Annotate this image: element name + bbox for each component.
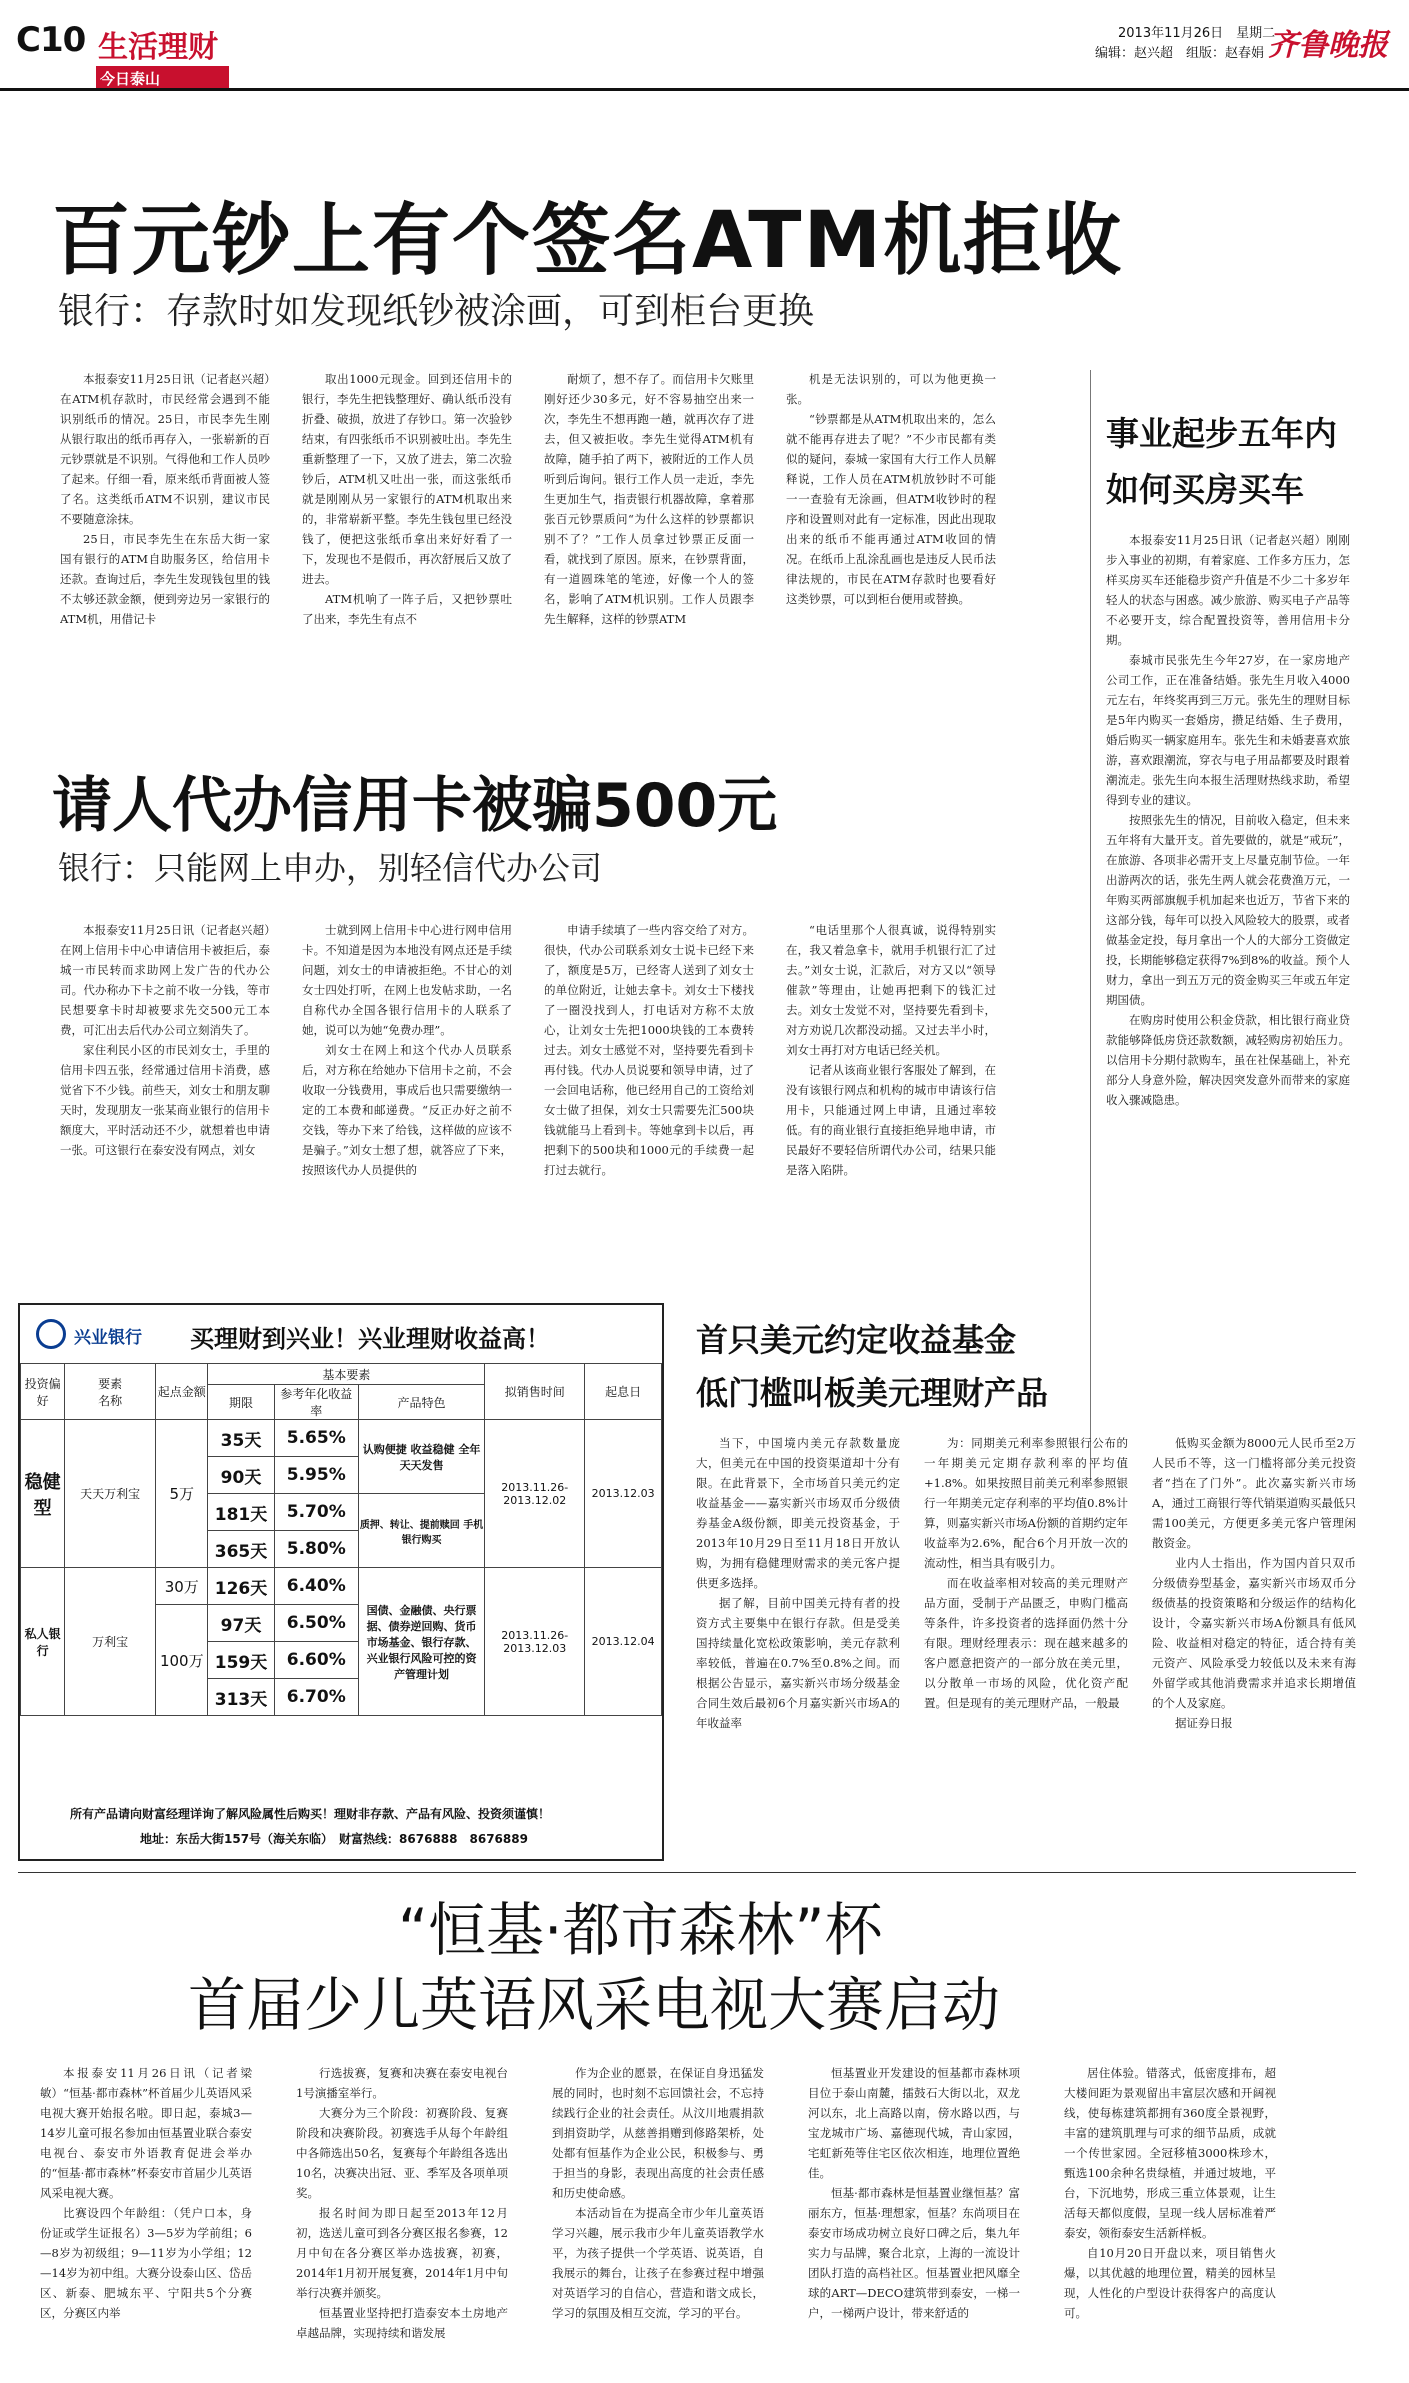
article2-col-3: 申请手续填了一些内容交给了对方。很快，代办公司联系刘女士说卡已经下来了，额度是5万，已经寄人送到了刘女士的单位附近，让她去拿卡。刘女士下楼找了一圈没找到人，打电话对方称不太放心，让刘女士先把1000块钱的工本费转过去。刘女士感觉不对，坚持要先看到卡再付钱。代办人员说要和领导申请，过了一会回电话称，他已经用自己的工资给刘女士做了担保，刘女士只需要先汇500块钱就能马上看到卡。等她拿到卡以后，再把剩下的500块和1000元的手续费一起打过去就行。 <box>544 923 754 1177</box>
article3-title-line2: 如何买房买车 <box>1106 470 1304 509</box>
group2-preference: 私人银行 <box>21 1568 65 1716</box>
col-name: 要素 名称 <box>65 1364 156 1420</box>
group2-rate: 6.60% <box>274 1642 358 1679</box>
group1-rate: 5.95% <box>274 1457 358 1494</box>
article5-title-line2: 首届少儿英语风采电视大赛启动 <box>188 1971 1001 2039</box>
group1-period: 90天 <box>208 1457 274 1494</box>
col-features: 产品特色 <box>358 1385 484 1420</box>
editor-line: 编辑：赵兴超 组版：赵春娟 <box>1095 46 1265 61</box>
product-table <box>20 1363 662 1716</box>
bank-name: 兴业银行 <box>74 1328 142 1348</box>
article1-col-4: 机是无法识别的，可以为他更换一张。 “钞票都是从ATM机取出来的，怎么就不能再存进去了呢？”不少市民都有类似的疑问，泰城一家国有大行工作人员解释说，工作人员在ATM机放钞时不可能一一查验有无涂画，但ATM收钞时的程序和设置则对此有一定标准，因此出现取出来的纸币不能再通过ATM收回的情况。在纸币上乱涂乱画也是违反人民币法律法规的，市民在ATM存款时也要看好这类钞票，可以到柜台便用或替换。 <box>786 372 996 606</box>
article4-col-2: 为：同期美元利率参照银行公布的一年期美元定期存款利率的平均值+1.8%。如果按照目前美元利率参照银行一年期美元定存利率的平均值0.8%计算，则嘉实新兴市场A份额的首期约定年收益率为2.6%，配合6个月开放一次的流动性，相当具有吸引力。 而在收益率相对较高的美元理财产品方面，受制于产品匮乏，申购门槛高等条件，许多投资者的选择面仍然十分有限。理财经理表示：现在越来越多的客户愿意把资产的一部分放在美元里，以分散单一市场的风险，优化资产配置。但是现有的美元理财产品，一般最 <box>924 1436 1128 1710</box>
article5-top-rule <box>18 1872 1356 1873</box>
group1-features: 认购便捷 收益稳健 全年天天发售 <box>358 1420 484 1494</box>
sidebar-divider <box>1090 370 1091 1480</box>
col-start-amount: 起点金额 <box>156 1364 208 1420</box>
article5-col-1: 本报泰安11月26日讯（记者梁敏）“恒基·都市森林”杯首届少儿英语风采电视大赛开始报名啦。即日起，泰城3—14岁儿童可报名参加由恒基置业联合泰安电视台、泰安市外语教育促进会举办的“恒基·都市森林”杯泰安市首届少儿英语风采电视大赛。 比赛设四个年龄组：（凭户口本，身份证或学生证报名）3—5岁为学前组；6—8岁为初级组；9—11岁为小学组；12—14岁为初中组。大赛分设泰山区、岱岳区、新泰、肥城东平、宁阳共5个分赛区，分赛区内举 <box>40 2066 252 2320</box>
article1-subtitle: 银行：存款时如发现纸钞被涂画，可到柜台更换 <box>58 291 815 332</box>
article1-title: 百元钞上有个签名ATM机拒收 <box>52 196 1124 286</box>
group1-rate: 5.70% <box>274 1494 358 1531</box>
col-basic: 基本要素 <box>208 1364 485 1385</box>
article1-col-3: 耐烦了，想不存了。而信用卡欠账里刚好还少30多元，好不容易抽空出来一次，李先生不想再跑一趟，就再次存了进去，但又被拒收。李先生觉得ATM机有故障，随手拍了两下，被附近的工作人员听到后询问。银行工作人员一走近，李先生更加生气，指责银行机器故障，拿着那张百元钞票质问“为什么这样的钞票都识别不了？”工作人员拿过钞票正反面一看，就找到了原因。原来，在钞票背面，有一道圆珠笔的笔迹，好像一个人的签名，影响了ATM机识别。工作人员跟李先生解释，这样的钞票ATM <box>544 372 754 626</box>
article2-subtitle: 银行：只能网上申办，别轻信代办公司 <box>58 849 603 887</box>
article5-col-5: 居住体验。错落式，低密度排布，超大楼间距为景观留出丰富层次感和开阔视线，使每栋建筑都拥有360度全景视野，丰富的建筑肌理与可求的细节品质，成就一个传世家园。全冠移植3000株珍木，甄选100余种名贵绿植，并通过坡地，平台，下沉地势，形成三重立体景观，让生活每天都似度假，呈现一线人居标准着严泰安，领衔泰安生活新样板。 自10月20日开盘以来，项目销售火爆，以其优越的地理位置，精美的园林呈现，人性化的户型设计获得客户的高度认可。 <box>1064 2066 1276 2320</box>
group2-name: 万利宝 <box>65 1568 156 1716</box>
article5-col-2: 行选拔赛，复赛和决赛在泰安电视台1号演播室举行。 大赛分为三个阶段：初赛阶段、复赛阶段和决赛阶段。初赛选手从每个年龄组中各筛选出50名，复赛每个年龄组各选出10名，决赛决出冠、亚、季军及各项单项奖。 报名时间为即日起至2013年12月初，选送儿童可到各分赛区报名参赛，12月中旬在各分赛区举办选拔赛，初赛，2014年1月初开展复赛，2014年1月中旬举行决赛并颁奖。 恒基置业坚持把打造泰安本土房地产卓越品牌，实现持续和谐发展 <box>296 2066 508 2340</box>
group2-period: 159天 <box>208 1642 274 1679</box>
group2-amount: 30万 <box>156 1568 208 1605</box>
ad-slogan: 买理财到兴业！兴业理财收益高！ <box>190 1325 550 1353</box>
group1-preference: 稳健型 <box>21 1420 65 1568</box>
ad-footer-address: 地址：东岳大街157号（海关东临） 财富热线：8676888 8676889 <box>140 1832 528 1846</box>
article1-col-1: 本报泰安11月25日讯（记者赵兴超）在ATM机存款时，市民经常会遇到不能识别纸币的情况。25日，市民李先生刚从银行取出的纸币再存入，一张崭新的百元钞票就是不识别。气得他和工作人员吵了起来。仔细一看，原来纸币背面被人签了名。这类纸币ATM不识别，建议市民不要随意涂抹。 25日，市民李先生在东岳大街一家国有银行的ATM自助服务区，给信用卡还款。查询过后，李先生发现钱包里的钱不太够还款金额，便到旁边另一家银行的ATM机，用借记卡 <box>60 372 270 626</box>
article4-title-line2: 低门槛叫板美元理财产品 <box>696 1374 1049 1412</box>
article4-title-line1: 首只美元约定收益基金 <box>696 1321 1017 1359</box>
masthead-rule <box>0 88 1409 91</box>
sub-section-label: 今日泰山 <box>100 70 161 88</box>
group2-period: 126天 <box>208 1568 274 1605</box>
section-label: 生活理财 <box>98 30 218 65</box>
article5-col-3: 作为企业的愿景，在保证自身迅猛发展的同时，也时刻不忘回馈社会，不忘持续践行企业的社会责任。从汶川地震捐款到捐资助学，从慈善捐赠到修路架桥，处处都有恒基作为企业公民，积极参与、勇于担当的身影，表现出高度的社会责任感和历史使命感。 本活动旨在为提高全市少年儿童英语学习兴趣，展示我市少年儿童英语教学水平，为孩子提供一个学英语、说英语，自我展示的舞台，让孩子在参赛过程中增强对英语学习的自信心，营造和谐文成长，学习的氛围及相互交流，学习的平台。 <box>552 2066 764 2320</box>
page-code: C10 <box>16 20 86 60</box>
article3-body: 本报泰安11月25日讯（记者赵兴超）刚刚步入事业的初期，有着家庭、工作多方压力，怎样买房买车还能稳步资产升值是不少二十多岁年轻人的状态与困惑。减少旅游、购买电子产品等不必要开支，综合配置投资等，善用信用卡分期。 泰城市民张先生今年27岁，在一家房地产公司工作，正在准备结婚。张先生月收入4000元左右，年终奖再到三万元。张先生的理财目标是5年内购买一套婚房，攒足结婚、生子费用，婚后购买一辆家庭用车。张先生和未婚妻喜欢旅游，喜欢跟潮流，穿衣与电子用品都要及时跟着潮流走。张先生向本报生活理财热线求助，希望得到专业的建议。 按照张先生的情况，目前收入稳定，但未来五年将有大量开支。首先要做的，就是“戒玩”，在旅游、各项非必需开支上尽量克制节俭。一年出游两次的话，张先生两人就会花费渔万元，一年购买两部旗舰手机加起来也近万，节省下来的这部分钱，每年可以投入风险较大的股票，或者做基金定投，每月拿出一个人的大部分工资做定投，长期能够稳定获得7%到8%的收益。预个人财力，拿出一到五万元的资金购买三年或五年定期国债。 在购房时使用公积金贷款，相比银行商业贷款能够降低房贷还款数额，减轻购房初始压力。以信用卡分期付款购车，虽在社保基础上，补充部分人身意外险，解决因突发意外而带来的家庭收入骤减隐患。 <box>1106 533 1350 1107</box>
article3-title-line1: 事业起步五年内 <box>1106 414 1337 453</box>
col-investor: 投资偏好 <box>21 1364 65 1420</box>
group1-sale-time: 2013.11.26-2013.12.02 <box>485 1420 585 1568</box>
group2-sale-time: 2013.11.26-2013.12.03 <box>485 1568 585 1716</box>
ad-footer-disclaimer: 所有产品请向财富经理详询了解风险属性后购买！理财非存款、产品有风险、投资须谨慎！ <box>70 1807 551 1821</box>
group2-start-date: 2013.12.04 <box>585 1568 662 1716</box>
group1-name: 天天万利宝 <box>65 1420 156 1568</box>
article5-col-4: 恒基置业开发建设的恒基都市森林项目位于泰山南麓，擂鼓石大街以北，双龙河以东，北上高路以南，傍水路以西，与宝龙城市广场、嘉德现代城，青山家园，宅虹新苑等住宅区依次相连，地理位置绝佳。 恒基·都市森林是恒基置业继恒基？富丽东方，恒基·理想家，恒基？东尚项目在泰安市场成功树立良好口碑之后，集九年实力与品牌，聚合北京，上海的一流设计团队打造的高档社区。恒基置业把风靡全球的ART—DECO建筑带到泰安，一梯一户，一梯两户设计，带来舒适的 <box>808 2066 1020 2320</box>
article1-col-2: 取出1000元现金。回到还信用卡的银行，李先生把钱整理好、确认纸币没有折叠、破损，放进了存钞口。第一次验钞结束，有四张纸币不识别被吐出。李先生重新整理了一下，又放了进去，第二次验钞后，ATM机又吐出一张，而这张纸币就是刚刚从另一家银行的ATM机取出来的，非常崭新平整。李先生钱包里已经没钱了，便把这张纸币拿出来好好看了一下，发现也不是假币，再次舒展后又放了进去。 ATM机响了一阵子后，又把钞票吐了出来，李先生有点不 <box>302 372 512 626</box>
group1-features-2: 质押、转让、提前赎回 手机银行购买 <box>358 1494 484 1568</box>
col-period: 期限 <box>208 1385 274 1420</box>
brand-logo: 齐鲁晚报 <box>1268 28 1388 63</box>
article2-col-1: 本报泰安11月25日讯（记者赵兴超）在网上信用卡中心申请信用卡被拒后，泰城一市民转而求助网上发广告的代办公司。代办称办下卡之前不收一分钱，等市民想要拿卡时却被要求先交500元工本费，可汇出去后代办公司立刻消失了。 家住利民小区的市民刘女士，手里的信用卡四五张，经常通过信用卡消费，感觉省下不少钱。前些天，刘女士和朋友聊天时，发现朋友一张某商业银行的信用卡额度大，平时活动还不少，就想着也申请一张。可这银行在泰安没有网点，刘女 <box>60 923 270 1157</box>
article2-col-4: “电话里那个人很真诚，说得特别实在，我又着急拿卡，就用手机银行汇了过去。”刘女士说，汇款后，对方又以“领导催款”等理由，让她再把剩下的钱汇过去。刘女士发觉不对，坚持要先看到卡，对方劝说几次都没动摇。又过去半小时，刘女士再打对方电话已经关机。 记者从该商业银行客服处了解到，在没有该银行网点和机构的城市申请该行信用卡，只能通过网上申请，且通过率较低。有的商业银行直接拒绝异地申请，市民最好不要轻信所谓代办公司，结果只能是落入陷阱。 <box>786 923 996 1177</box>
group2-rate: 6.50% <box>274 1605 358 1642</box>
group1-rate: 5.65% <box>274 1420 358 1457</box>
group2-amount: 100万 <box>156 1605 208 1716</box>
article5-title-line1: “恒基·都市森林”杯 <box>398 1896 883 1964</box>
group1-period: 35天 <box>208 1420 274 1457</box>
group2-period: 97天 <box>208 1605 274 1642</box>
group2-rate: 6.70% <box>274 1679 358 1716</box>
date-line: 2013年11月26日 星期二 <box>1118 26 1276 41</box>
group2-period: 313天 <box>208 1679 274 1716</box>
group1-period: 181天 <box>208 1494 274 1531</box>
article2-col-2: 士就到网上信用卡中心进行网申信用卡。不知道是因为本地没有网点还是手续问题，刘女士的申请被拒绝。不甘心的刘女士四处打听，在网上也发帖求助，一名自称代办全国各银行信用卡的人联系了她，说可以为她“免费办理”。 刘女士在网上和这个代办人员联系后，对方称在给她办下信用卡之前，不会收取一分钱费用，事成后也只需要缴纳一定的工本费和邮递费。“反正办好之前不交钱，等办下来了给钱，这样做的应该不是骗子。”刘女士想了想，就答应了下来，按照该代办人员提供的 <box>302 923 512 1177</box>
group2-features: 国债、金融债、央行票据、债券逆回购、货币市场基金、银行存款、兴业银行风险可控的资产管理计划 <box>358 1568 484 1716</box>
col-start-date: 起息日 <box>585 1364 662 1420</box>
group1-start-date: 2013.12.03 <box>585 1420 662 1568</box>
group2-rate: 6.40% <box>274 1568 358 1605</box>
group1-period: 365天 <box>208 1531 274 1568</box>
bank-ad <box>18 1303 664 1861</box>
masthead <box>0 0 1409 90</box>
group1-amount: 5万 <box>156 1420 208 1568</box>
bank-logo-icon <box>36 1319 66 1349</box>
col-rate: 参考年化收益率 <box>274 1385 358 1420</box>
article2-title: 请人代办信用卡被骗500元 <box>52 771 778 841</box>
article4-col-3: 低购买金额为8000元人民币至2万人民币不等，这一门槛将部分美元投资者“挡在了门外”。此次嘉实新兴市场A，通过工商银行等代销渠道购买最低只需100美元，方便更多美元客户管理闲散资金。 业内人士指出，作为国内首只双币分级债券型基金，嘉实新兴市场双币分级债基的投资策略和分级运作的结构化设计，令嘉实新兴市场A份额具有低风险、收益相对稳定的特征，适合持有美元资产、风险承受力较低以及未来有海外留学或其他消费需求并追求长期增值的个人及家庭。 据证券日报 <box>1152 1436 1356 1730</box>
group1-rate: 5.80% <box>274 1531 358 1568</box>
col-sale-time: 拟销售时间 <box>485 1364 585 1420</box>
article4-col-1: 当下，中国境内美元存款数量庞大，但美元在中国的投资渠道却十分有限。在此背景下，全市场首只美元约定收益基金——嘉实新兴市场双币分级债券基金A级份额，即美元投资基金，于2013年10月29日至11月18日开放认购，为拥有稳健理财需求的美元客户提供更多选择。 据了解，目前中国美元持有者的投资方式主要集中在银行存款。但是受美国持续量化宽松政策影响，美元存款利率较低，普遍在0.7%至0.8%之间。而根据公告显示，嘉实新兴市场分级基金合同生效后最初6个月嘉实新兴市场A的年收益率 <box>696 1436 900 1730</box>
